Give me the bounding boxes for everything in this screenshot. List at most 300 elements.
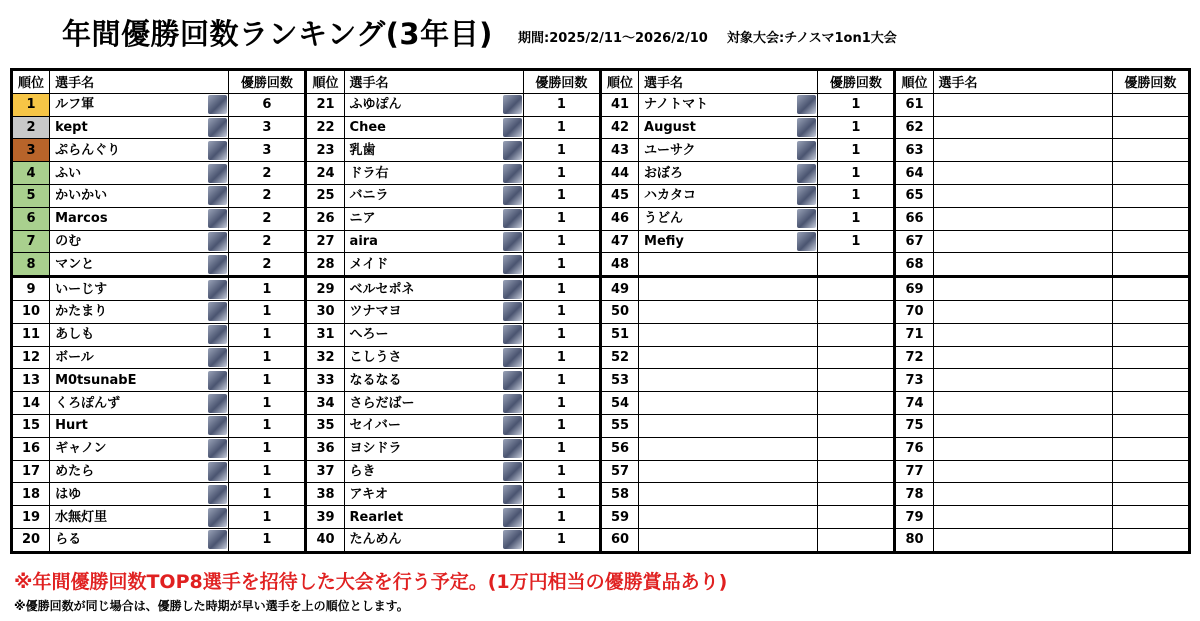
player-name-wrap (939, 117, 1112, 138)
player-name-cell (50, 506, 229, 529)
rank-cell: 7 (12, 230, 50, 253)
fighter-icon (503, 371, 522, 390)
rank-cell: 55 (600, 414, 638, 437)
fighter-icon (503, 530, 522, 549)
player-name-cell (344, 184, 523, 207)
fighter-icon (503, 209, 522, 228)
player-name-cell (50, 460, 229, 483)
fighter-icon (208, 462, 227, 481)
rank-cell: 63 (895, 139, 933, 162)
wins-cell (1112, 437, 1189, 460)
player-name-wrap (55, 301, 228, 322)
wins-cell (1112, 139, 1189, 162)
table-row (12, 460, 1190, 483)
rank-cell: 1 (12, 93, 50, 116)
player-name-wrap (55, 461, 228, 482)
player-name-cell (639, 184, 818, 207)
column-header-wins: 優勝回数 (1112, 70, 1189, 94)
rank-cell: 33 (306, 369, 344, 392)
wins-cell: 1 (818, 184, 895, 207)
rank-cell: 40 (306, 528, 344, 552)
player-name: Chee (349, 119, 386, 135)
player-name-cell (50, 392, 229, 415)
player-name-cell (344, 230, 523, 253)
rank-cell: 44 (600, 162, 638, 185)
player-name-cell (933, 184, 1112, 207)
wins-cell: 1 (523, 528, 600, 552)
wins-cell (1112, 346, 1189, 369)
fighter-icon (503, 255, 522, 274)
fighter-icon (208, 416, 227, 435)
player-name-cell (933, 277, 1112, 301)
player-name-wrap (350, 507, 523, 528)
fighter-icon (503, 118, 522, 137)
rank-cell: 74 (895, 392, 933, 415)
player-name: ハカタコ (644, 188, 697, 204)
fighter-icon (208, 508, 227, 527)
player-name-wrap (55, 163, 228, 184)
wins-cell: 3 (229, 116, 306, 139)
wins-cell: 1 (523, 346, 600, 369)
player-name-wrap (350, 347, 523, 368)
wins-cell: 2 (229, 207, 306, 230)
rank-cell: 46 (600, 207, 638, 230)
player-name: かたまり (55, 304, 108, 320)
wins-cell: 1 (523, 139, 600, 162)
fighter-icon (208, 280, 227, 299)
table-row (12, 184, 1190, 207)
player-name-wrap (55, 231, 228, 252)
rank-cell: 2 (12, 116, 50, 139)
player-name: らる (55, 532, 82, 548)
fighter-icon (208, 302, 227, 321)
rank-cell: 59 (600, 506, 638, 529)
wins-cell (1112, 277, 1189, 301)
fighter-icon (208, 118, 227, 137)
player-name-cell (344, 253, 523, 277)
fighter-icon (503, 280, 522, 299)
player-name: Rearlet (349, 509, 404, 525)
player-name-wrap (644, 163, 817, 184)
player-name-wrap (939, 163, 1112, 184)
rank-cell: 25 (306, 184, 344, 207)
fighter-icon (208, 141, 227, 160)
player-name-wrap (55, 140, 228, 161)
player-name-cell (639, 506, 818, 529)
player-name-cell (344, 93, 523, 116)
player-name: ヨシドラ (349, 441, 402, 457)
column-header-rank: 順位 (12, 70, 50, 94)
player-name-wrap (350, 140, 523, 161)
player-name-cell (639, 207, 818, 230)
player-name-wrap (939, 208, 1112, 229)
player-name-wrap (350, 94, 523, 115)
player-name-wrap (55, 415, 228, 436)
fighter-icon (208, 530, 227, 549)
player-name-wrap (350, 393, 523, 414)
player-name-cell (344, 483, 523, 506)
wins-cell (818, 414, 895, 437)
fighter-icon (208, 439, 227, 458)
wins-cell: 1 (229, 483, 306, 506)
wins-cell: 1 (818, 207, 895, 230)
table-row (12, 253, 1190, 277)
rank-cell: 10 (12, 300, 50, 323)
wins-cell: 2 (229, 184, 306, 207)
rank-cell: 64 (895, 162, 933, 185)
player-name-cell (50, 116, 229, 139)
player-name-wrap (55, 279, 228, 300)
player-name-cell (344, 323, 523, 346)
rank-cell: 28 (306, 253, 344, 277)
player-name: うどん (644, 211, 684, 227)
fighter-icon (503, 416, 522, 435)
fighter-icon (503, 232, 522, 251)
player-name-cell (344, 207, 523, 230)
rank-cell: 31 (306, 323, 344, 346)
rank-cell: 38 (306, 483, 344, 506)
wins-cell (818, 346, 895, 369)
player-name-cell (933, 392, 1112, 415)
player-name-cell (50, 184, 229, 207)
player-name: ルフ軍 (55, 97, 95, 113)
table-row (12, 139, 1190, 162)
player-name-cell (639, 162, 818, 185)
player-name: ぷらんぐり (55, 142, 121, 158)
player-name: ナノトマト (644, 97, 709, 113)
player-name-cell (639, 323, 818, 346)
rank-cell: 70 (895, 300, 933, 323)
player-name-cell (639, 414, 818, 437)
player-name: おぼろ (644, 165, 684, 181)
player-name-wrap (644, 393, 817, 414)
fighter-icon (503, 302, 522, 321)
wins-cell (1112, 323, 1189, 346)
player-name-cell (344, 139, 523, 162)
wins-cell (818, 528, 895, 552)
table-row (12, 392, 1190, 415)
wins-cell (818, 300, 895, 323)
rank-cell: 73 (895, 369, 933, 392)
fighter-icon (797, 95, 816, 114)
wins-cell: 1 (523, 460, 600, 483)
player-name-wrap (644, 529, 817, 550)
player-name-cell (639, 300, 818, 323)
table-row (12, 528, 1190, 552)
fighter-icon (208, 485, 227, 504)
rank-cell: 4 (12, 162, 50, 185)
player-name-cell (639, 369, 818, 392)
table-row (12, 300, 1190, 323)
player-name-cell (639, 437, 818, 460)
player-name: さらだばー (349, 395, 415, 411)
rank-cell: 24 (306, 162, 344, 185)
wins-cell (1112, 207, 1189, 230)
player-name-wrap (55, 347, 228, 368)
table-row (12, 506, 1190, 529)
player-name-cell (639, 346, 818, 369)
wins-cell (1112, 253, 1189, 277)
player-name-wrap (350, 324, 523, 345)
rank-cell: 52 (600, 346, 638, 369)
rank-cell: 77 (895, 460, 933, 483)
player-name-cell (50, 139, 229, 162)
player-name-wrap (644, 484, 817, 505)
wins-cell: 1 (523, 116, 600, 139)
fighter-icon (503, 186, 522, 205)
wins-cell: 2 (229, 253, 306, 277)
player-name-wrap (644, 94, 817, 115)
player-name-wrap (55, 254, 228, 275)
rank-cell: 41 (600, 93, 638, 116)
rank-cell: 51 (600, 323, 638, 346)
wins-cell (818, 323, 895, 346)
rank-cell: 60 (600, 528, 638, 552)
wins-cell: 1 (523, 323, 600, 346)
player-name-cell (50, 346, 229, 369)
player-name-wrap (55, 370, 228, 391)
player-name-wrap (55, 117, 228, 138)
table-row (12, 323, 1190, 346)
player-name-wrap (644, 461, 817, 482)
player-name-cell (933, 207, 1112, 230)
wins-cell: 1 (523, 437, 600, 460)
player-name: マンと (55, 256, 95, 272)
player-name-wrap (55, 324, 228, 345)
fighter-icon (503, 439, 522, 458)
fighter-icon (503, 141, 522, 160)
wins-cell (1112, 414, 1189, 437)
player-name-wrap (350, 529, 523, 550)
player-name-cell (933, 460, 1112, 483)
table-row (12, 162, 1190, 185)
player-name-wrap (55, 507, 228, 528)
player-name: かいかい (55, 188, 108, 204)
fighter-icon (208, 232, 227, 251)
column-header-name: 選手名 (344, 70, 523, 94)
wins-cell: 1 (523, 207, 600, 230)
player-name-cell (639, 253, 818, 277)
wins-cell (818, 437, 895, 460)
fighter-icon (503, 164, 522, 183)
wins-cell: 1 (523, 253, 600, 277)
wins-cell: 1 (229, 528, 306, 552)
rank-cell: 58 (600, 483, 638, 506)
player-name-wrap (644, 208, 817, 229)
rank-cell: 78 (895, 483, 933, 506)
player-name-cell (933, 323, 1112, 346)
wins-cell: 1 (229, 323, 306, 346)
wins-cell: 1 (229, 414, 306, 437)
player-name-wrap (350, 231, 523, 252)
fighter-icon (208, 186, 227, 205)
player-name-cell (639, 230, 818, 253)
rank-cell: 9 (12, 277, 50, 301)
player-name-cell (50, 93, 229, 116)
player-name-wrap (939, 507, 1112, 528)
wins-cell (1112, 184, 1189, 207)
player-name-cell (344, 414, 523, 437)
player-name-wrap (939, 415, 1112, 436)
rank-cell: 54 (600, 392, 638, 415)
player-name-wrap (350, 301, 523, 322)
player-name-wrap (350, 279, 523, 300)
wins-cell (1112, 93, 1189, 116)
rank-cell: 53 (600, 369, 638, 392)
rank-cell: 69 (895, 277, 933, 301)
table-row (12, 207, 1190, 230)
table-row (12, 369, 1190, 392)
player-name-cell (933, 506, 1112, 529)
player-name: はゆ (55, 486, 82, 502)
player-name-cell (50, 207, 229, 230)
wins-cell: 1 (229, 392, 306, 415)
wins-cell: 1 (523, 93, 600, 116)
rank-cell: 12 (12, 346, 50, 369)
player-name-wrap (644, 140, 817, 161)
player-name-wrap (939, 461, 1112, 482)
player-name-wrap (55, 484, 228, 505)
player-name-cell (933, 230, 1112, 253)
table-row (12, 483, 1190, 506)
wins-cell: 6 (229, 93, 306, 116)
player-name-cell (344, 300, 523, 323)
player-name: いーじす (55, 281, 108, 297)
player-name-cell (639, 392, 818, 415)
rank-cell: 30 (306, 300, 344, 323)
rank-cell: 23 (306, 139, 344, 162)
fighter-icon (208, 394, 227, 413)
fighter-icon (797, 164, 816, 183)
player-name-cell (933, 162, 1112, 185)
player-name: らき (349, 463, 376, 479)
fighter-icon (208, 325, 227, 344)
player-name: へろー (349, 327, 389, 343)
player-name-wrap (939, 254, 1112, 275)
wins-cell (1112, 116, 1189, 139)
rank-cell: 16 (12, 437, 50, 460)
player-name: ベルセポネ (349, 281, 415, 297)
player-name: たんめん (349, 532, 402, 548)
player-name: 乳歯 (349, 142, 376, 158)
wins-cell (818, 460, 895, 483)
fighter-icon (503, 508, 522, 527)
wins-cell: 1 (818, 116, 895, 139)
wins-cell (818, 392, 895, 415)
player-name-cell (50, 230, 229, 253)
rank-cell: 35 (306, 414, 344, 437)
rank-cell: 39 (306, 506, 344, 529)
rank-cell: 5 (12, 184, 50, 207)
wins-cell: 2 (229, 162, 306, 185)
player-name-cell (50, 300, 229, 323)
wins-cell (1112, 506, 1189, 529)
player-name-wrap (644, 279, 817, 300)
rank-cell: 47 (600, 230, 638, 253)
rank-cell: 42 (600, 116, 638, 139)
player-name-wrap (55, 529, 228, 550)
fighter-icon (503, 485, 522, 504)
player-name-wrap (939, 370, 1112, 391)
wins-cell (1112, 369, 1189, 392)
rank-cell: 8 (12, 253, 50, 277)
wins-cell (818, 369, 895, 392)
player-name-wrap (350, 461, 523, 482)
wins-cell (1112, 392, 1189, 415)
player-name-wrap (55, 393, 228, 414)
player-name-cell (639, 139, 818, 162)
wins-cell: 1 (523, 300, 600, 323)
player-name: なるなる (349, 372, 402, 388)
player-name-wrap (939, 279, 1112, 300)
player-name-wrap (644, 507, 817, 528)
wins-cell: 1 (229, 369, 306, 392)
fighter-icon (797, 141, 816, 160)
rank-cell: 72 (895, 346, 933, 369)
player-name-cell (50, 162, 229, 185)
player-name-cell (933, 414, 1112, 437)
player-name-cell (50, 483, 229, 506)
player-name-cell (933, 116, 1112, 139)
rank-cell: 66 (895, 207, 933, 230)
player-name: ドラ右 (349, 165, 389, 181)
player-name-cell (933, 369, 1112, 392)
rank-cell: 27 (306, 230, 344, 253)
rank-cell: 18 (12, 483, 50, 506)
rank-cell: 11 (12, 323, 50, 346)
ranking-table (10, 68, 1191, 554)
player-name-wrap (644, 347, 817, 368)
wins-cell: 1 (523, 414, 600, 437)
rank-cell: 50 (600, 300, 638, 323)
rank-cell: 14 (12, 392, 50, 415)
rank-cell: 20 (12, 528, 50, 552)
player-name-cell (344, 506, 523, 529)
player-name-cell (50, 414, 229, 437)
wins-cell: 1 (229, 277, 306, 301)
player-name-wrap (350, 415, 523, 436)
rank-cell: 48 (600, 253, 638, 277)
rank-cell: 65 (895, 184, 933, 207)
fighter-icon (208, 255, 227, 274)
wins-cell (1112, 300, 1189, 323)
fighter-icon (208, 164, 227, 183)
wins-cell (818, 483, 895, 506)
player-name-wrap (939, 347, 1112, 368)
wins-cell: 1 (523, 506, 600, 529)
player-name-cell (344, 162, 523, 185)
player-name-wrap (55, 438, 228, 459)
player-name-cell (344, 346, 523, 369)
table-row (12, 230, 1190, 253)
rank-cell: 71 (895, 323, 933, 346)
rank-cell: 15 (12, 414, 50, 437)
player-name-cell (344, 116, 523, 139)
player-name: ふい (55, 165, 82, 181)
player-name-cell (50, 369, 229, 392)
table-row (12, 414, 1190, 437)
wins-cell: 1 (818, 230, 895, 253)
player-name-cell (639, 460, 818, 483)
table-row (12, 346, 1190, 369)
rank-cell: 26 (306, 207, 344, 230)
wins-cell (818, 277, 895, 301)
player-name-cell (50, 437, 229, 460)
rank-cell: 34 (306, 392, 344, 415)
player-name-wrap (644, 185, 817, 206)
table-header-row (12, 70, 1190, 94)
wins-cell: 1 (523, 230, 600, 253)
